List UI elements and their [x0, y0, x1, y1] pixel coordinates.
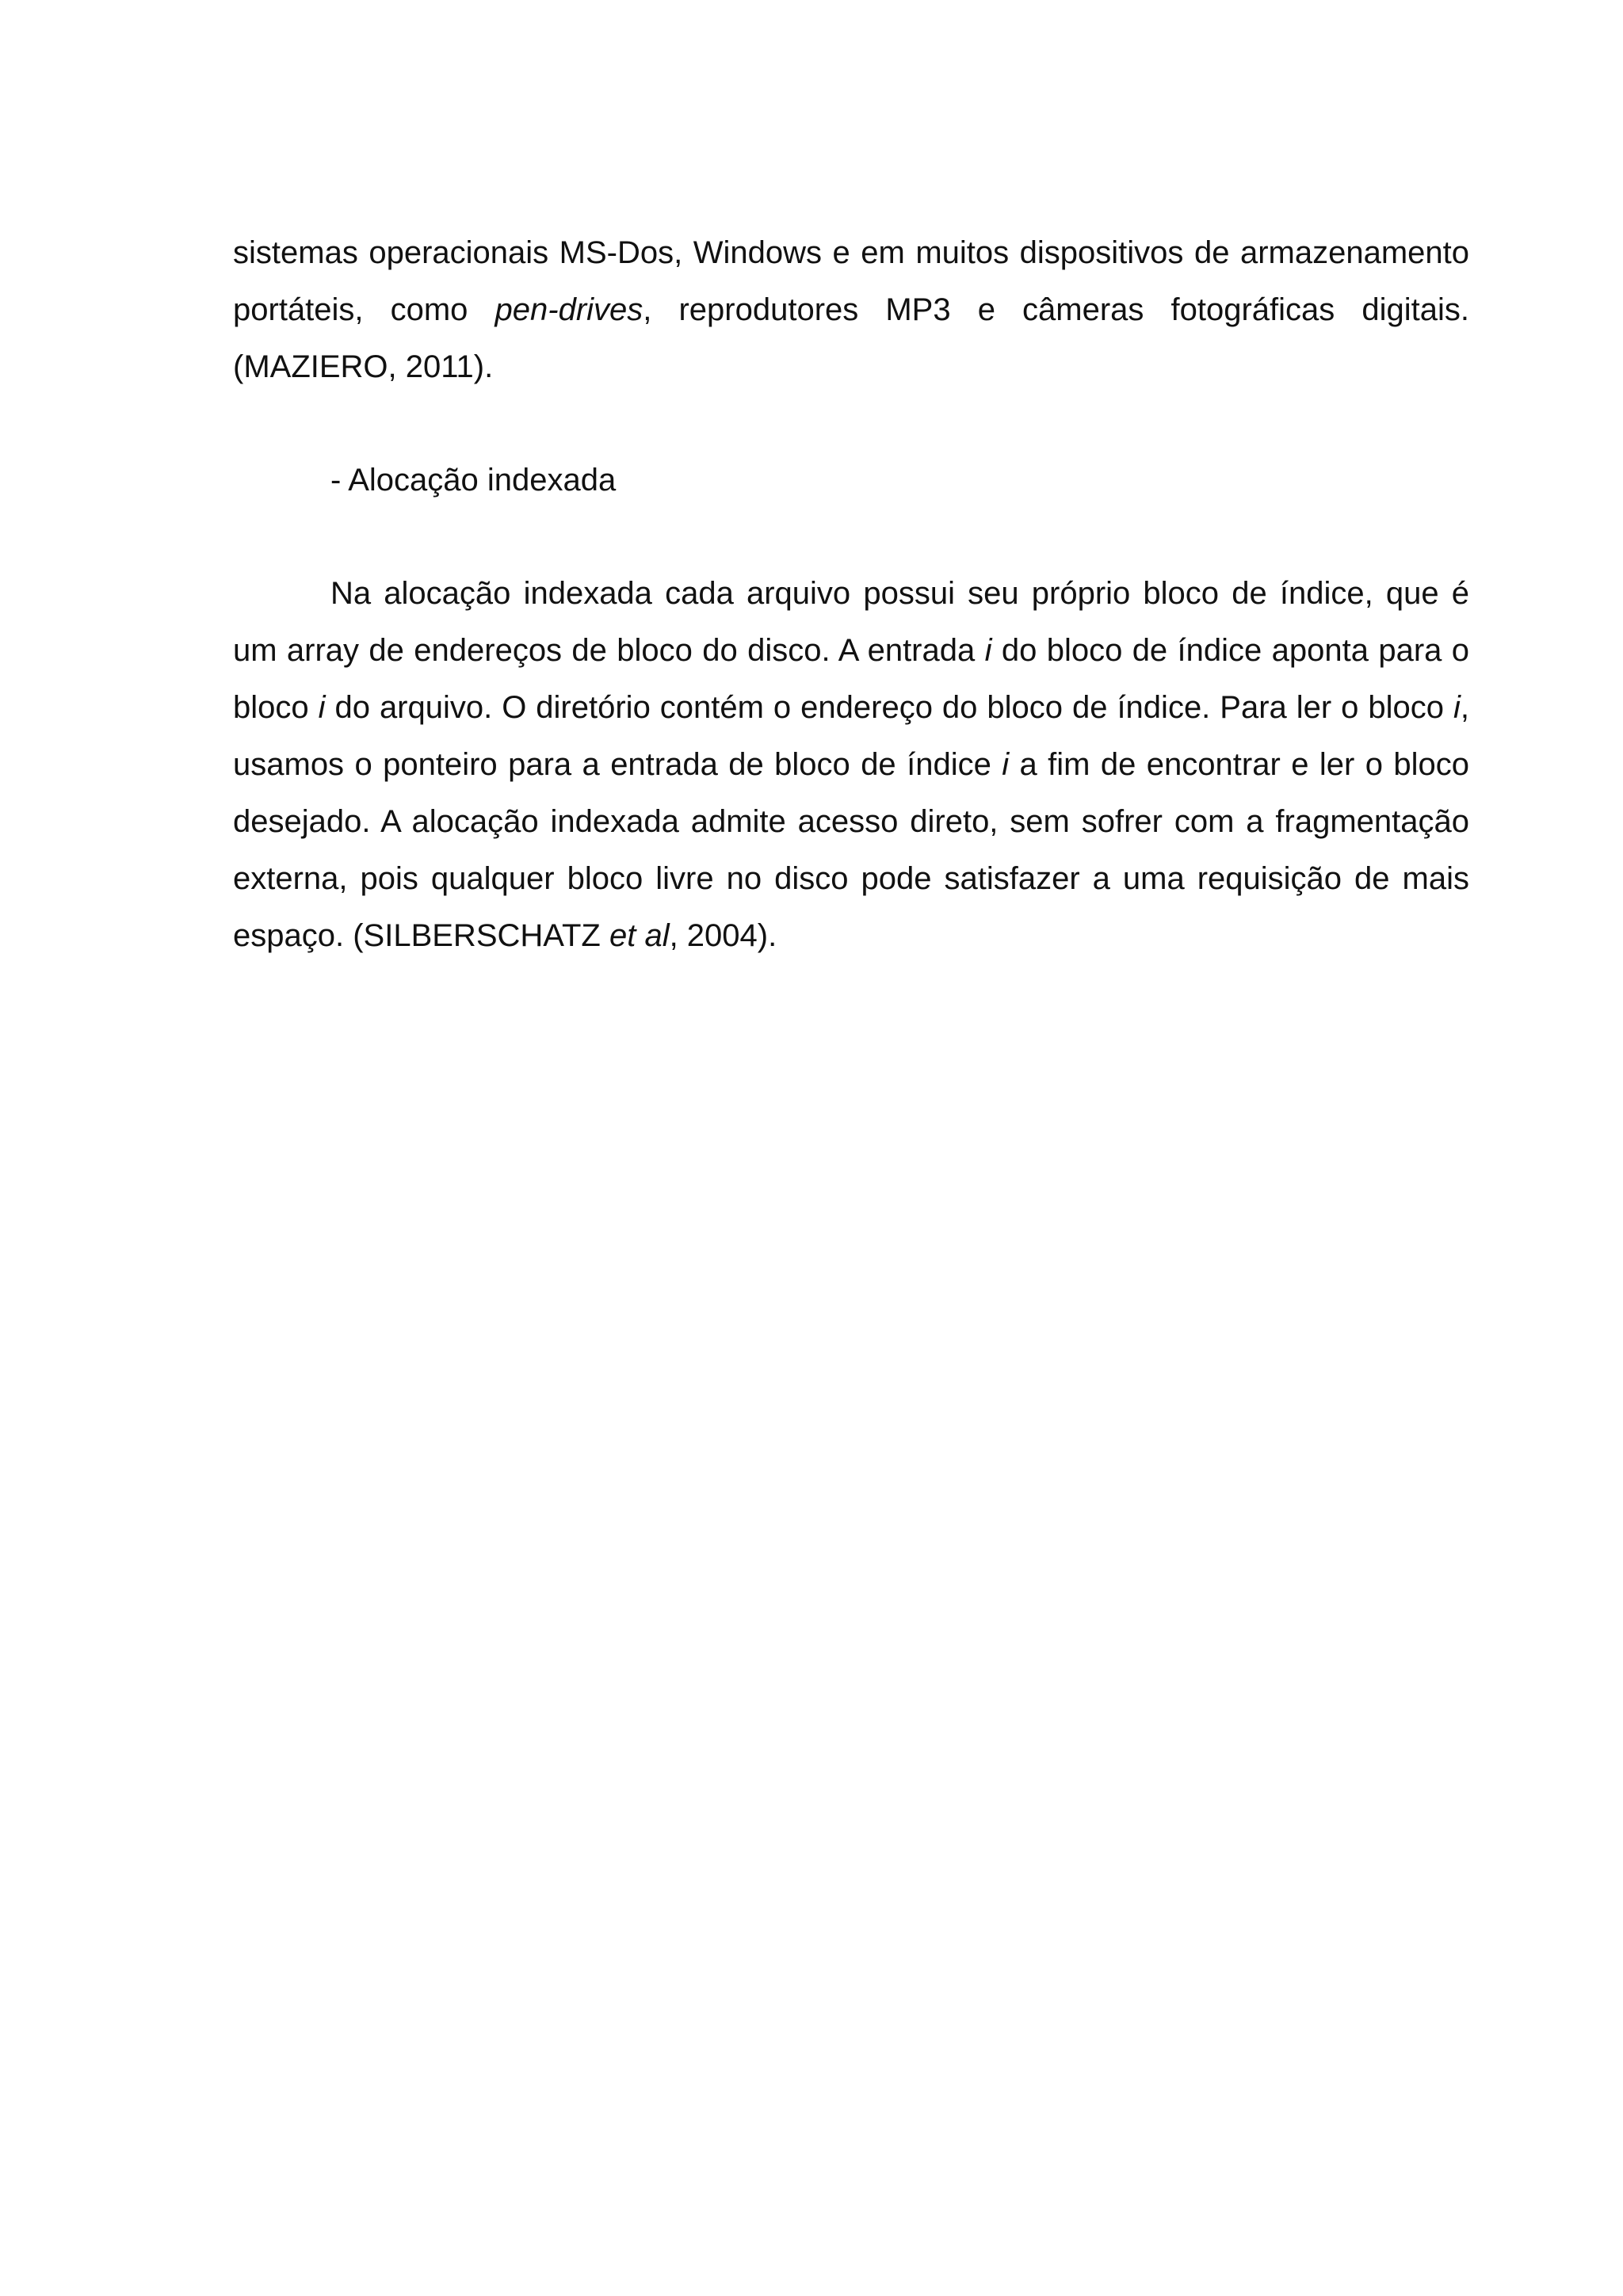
italic-variable: i: [1453, 690, 1461, 725]
paragraph-text: , 2004).: [669, 918, 777, 953]
paragraph-text: do arquivo. O diretório contém o endereço do bloco de índice. Para ler o bloco: [325, 690, 1453, 725]
paragraph-text: , reprodutores MP3 e câmeras fotográficas digitais. (MAZIERO, 2011).: [233, 292, 1469, 384]
paragraph-text: , usamos o ponteiro para a entrada de bloco de índice: [233, 690, 1469, 782]
paragraph-continuation: [233, 224, 1469, 395]
paragraph-indexed-allocation: [233, 565, 1469, 964]
italic-variable: i: [1002, 747, 1010, 782]
italic-citation: et al: [609, 918, 670, 953]
paragraph-text: sistemas operacionais MS-Dos, Windows e em muitos dispositivos de armazenamento portáteis, como: [233, 235, 1469, 327]
italic-variable: i: [318, 690, 326, 725]
section-heading: - Alocação indexada: [330, 463, 617, 498]
paragraph-text: a fim de encontrar e ler o bloco desejado. A alocação indexada admite acesso direto, sem sofrer com a fragmentação externa, pois qualquer bloco livre no disco pode satisfazer a uma requisição de mais espaço. (SILBERSCHATZ: [233, 747, 1469, 953]
italic-term: pen-drives: [495, 292, 643, 327]
paragraph-text: do bloco de índice aponta para o bloco: [233, 633, 1470, 725]
italic-variable: i: [984, 633, 992, 668]
paragraph-text: Na alocação indexada cada arquivo possui seu próprio bloco de índice, que é um array de endereços de bloco do disco. A entrada: [233, 576, 1469, 668]
